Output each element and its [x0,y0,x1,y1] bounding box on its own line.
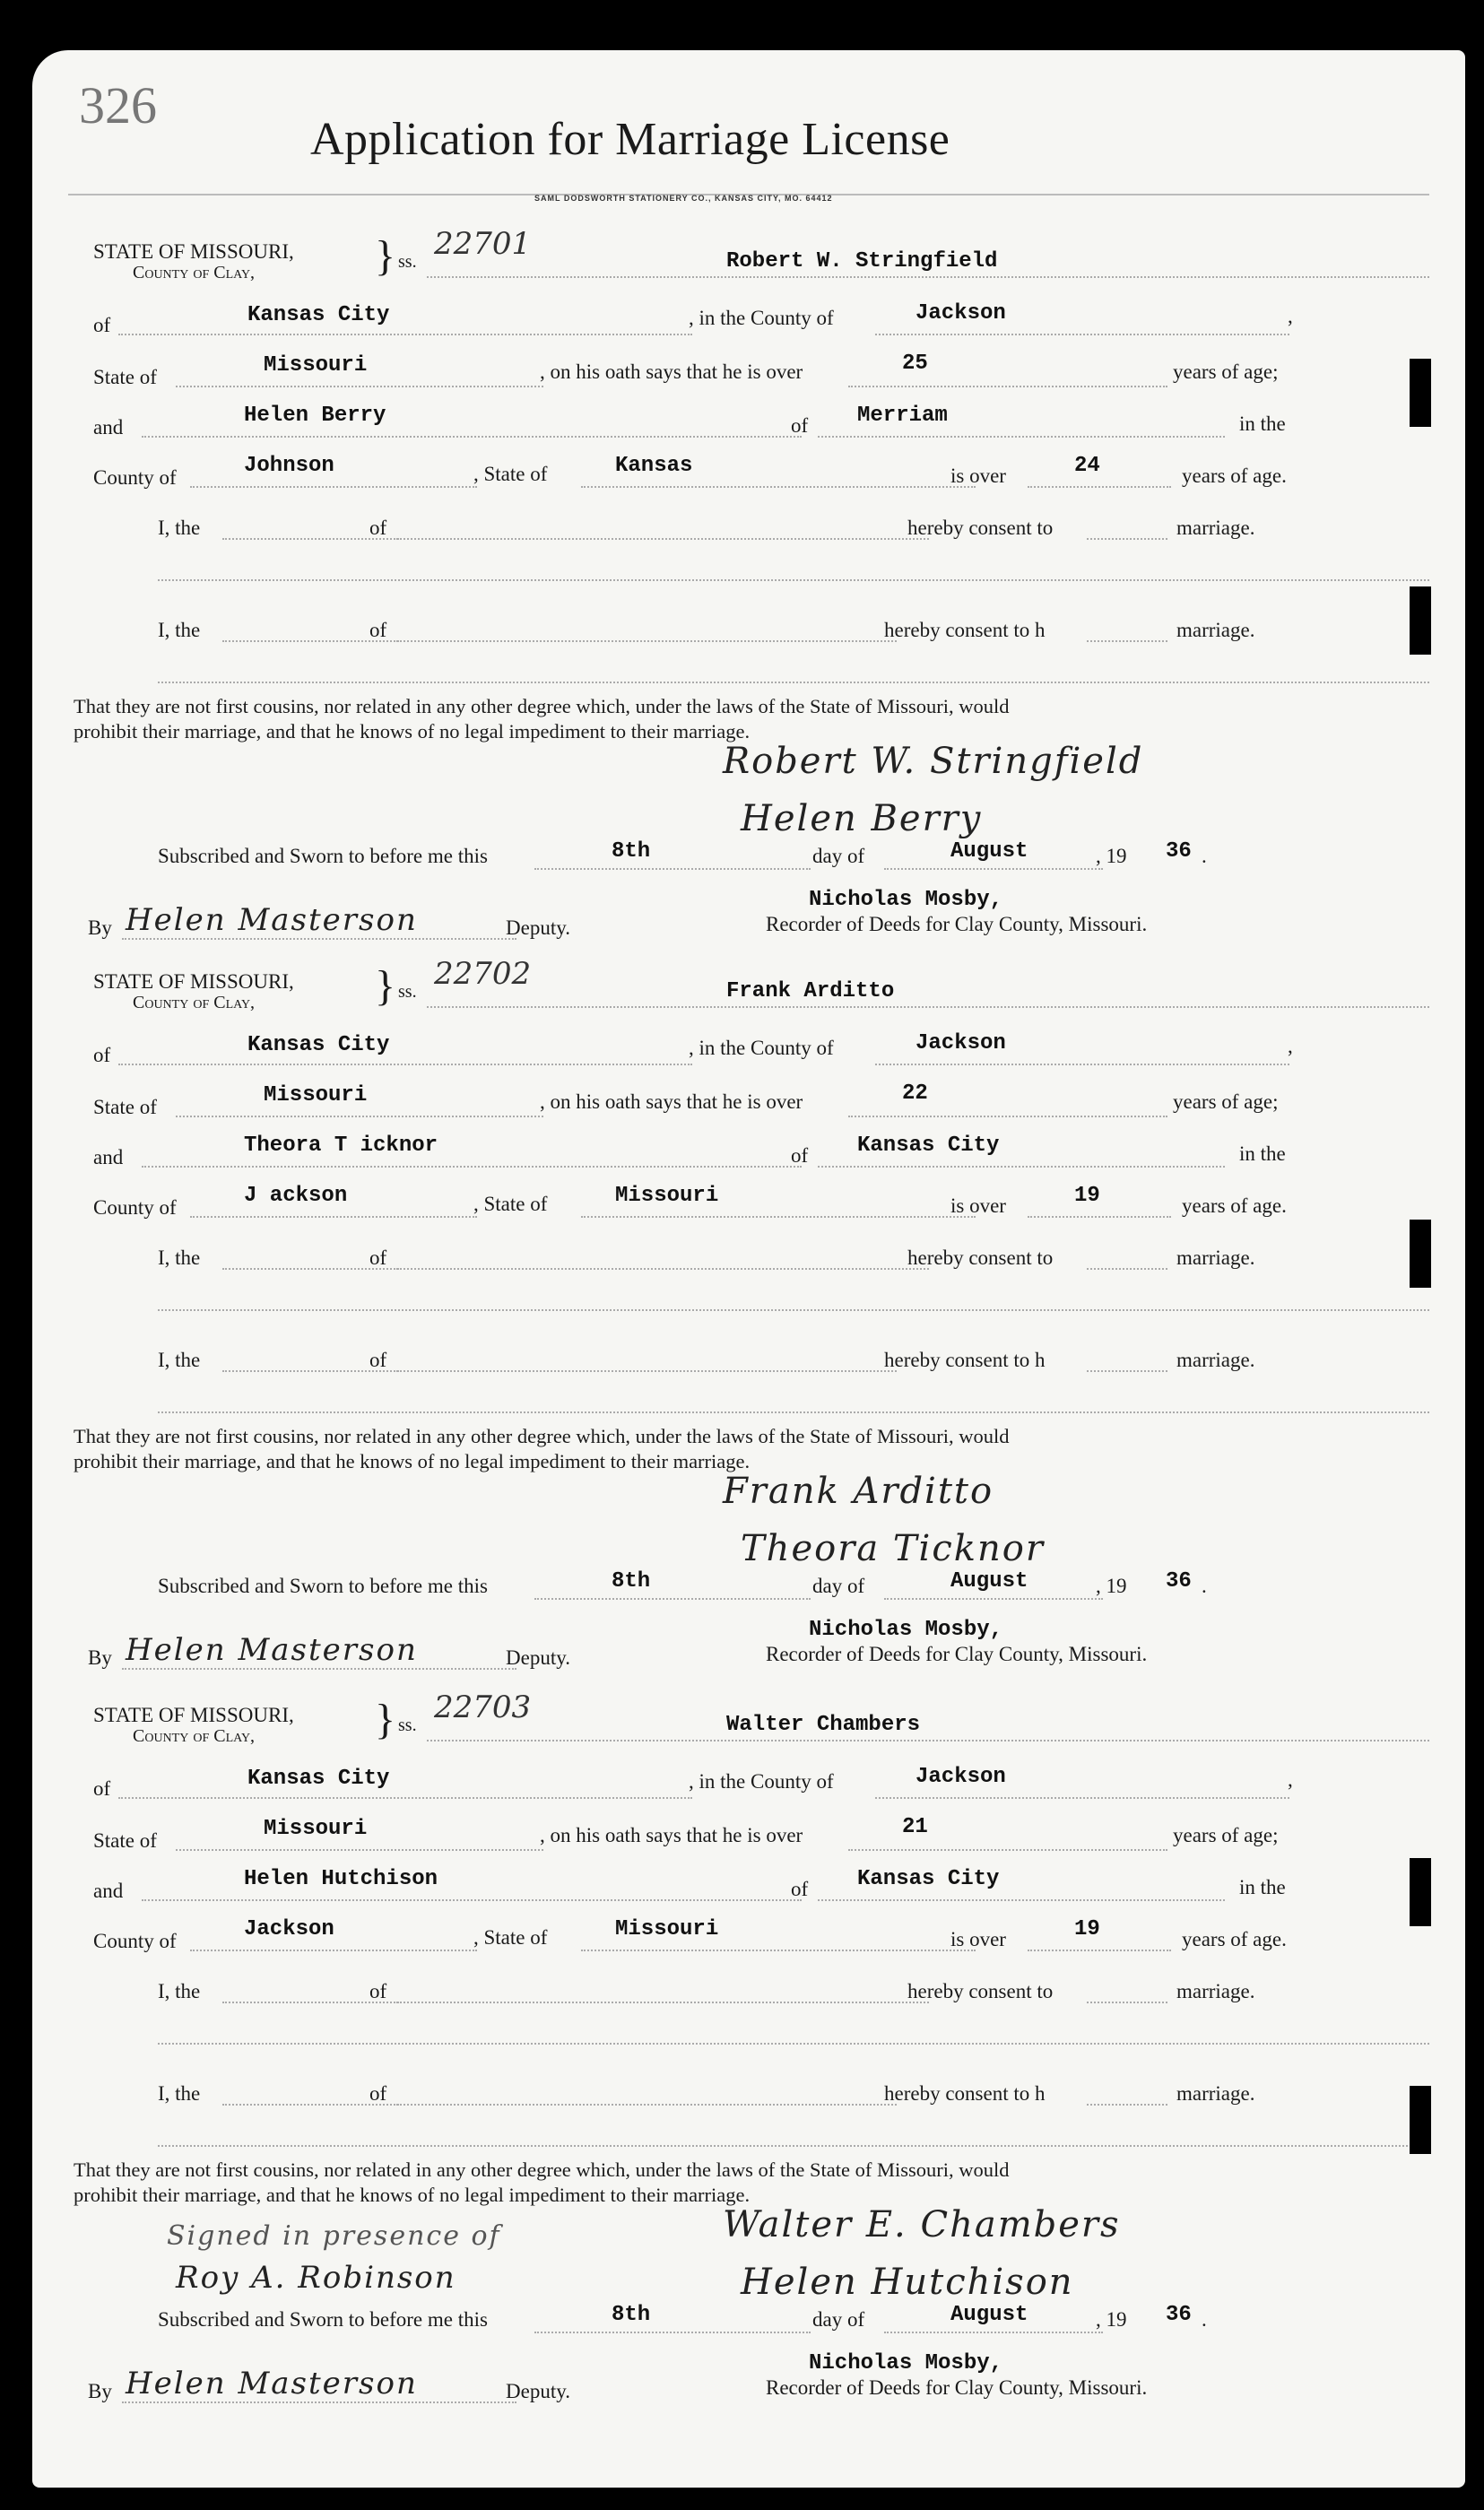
dotted-line [1087,2002,1167,2003]
year-prefix: , 19 [1096,845,1127,867]
is-over-label: is over [950,465,1006,487]
dotted-line [176,1849,543,1851]
consent-of: of [369,1246,387,1269]
dotted-line [581,486,976,488]
in-the-label: in the [1239,413,1286,435]
edge-tab-marker [1410,359,1431,427]
dotted-line [848,1116,1167,1117]
state-of-label: , State of [473,1193,548,1215]
state-of-label: State of [93,1096,157,1118]
dotted-line [534,1598,811,1600]
cousins-statement-line1: That they are not first cousins, nor related in any other degree which, under the laws of the State of Missouri, would [74,695,1010,717]
bride-name: Helen Berry [244,404,386,428]
dotted-line [122,938,516,940]
dotted-line [122,2401,516,2403]
dotted-line [190,486,477,488]
of-label: of [93,1044,111,1066]
bride-county: Johnson [244,454,334,478]
bride-city: Merriam [857,404,948,428]
ss-label: ss. [398,1715,417,1735]
sworn-year: 36 [1166,2303,1192,2327]
dotted-line [1028,486,1171,488]
dotted-line [158,1411,1429,1413]
oath-label: , on his oath says that he is over [540,1824,803,1846]
edge-tab-marker [1410,1220,1431,1288]
groom-county: Jackson [916,1765,1006,1789]
years-of-age-label: years of age. [1182,1928,1287,1950]
dotted-line [1087,1268,1167,1270]
printer-line: SAML DODSWORTH STATIONERY CO., KANSAS CITY, MO. 64412 [534,194,833,203]
oath-label: , on his oath says that he is over [540,360,803,383]
dotted-line [396,640,897,642]
dotted-line [818,436,1225,438]
groom-age: 21 [902,1815,928,1839]
groom-state: Missouri [264,1083,368,1107]
recorder-title: Recorder of Deeds for Clay County, Missouri. [766,2376,1148,2399]
state-heading: STATE OF MISSOURI, [93,1704,294,1726]
state-heading: STATE OF MISSOURI, [93,970,294,993]
cousins-statement-line2: prohibit their marriage, and that he knows of no legal impediment to their marriage. [74,1450,751,1472]
day-of-label: day of [812,1575,865,1597]
dotted-line [176,1116,543,1117]
groom-signature: Frank Arditto [723,1471,994,1512]
groom-name: Frank Arditto [726,979,895,1003]
consent-of: of [369,619,387,641]
dotted-line [396,538,929,540]
bride-age: 24 [1074,454,1100,478]
edge-tab-marker [1410,586,1431,655]
oath-label: , on his oath says that he is over [540,1090,803,1113]
groom-city: Kansas City [247,1767,390,1791]
dotted-line [122,1668,516,1670]
recorder-title: Recorder of Deeds for Clay County, Missouri. [766,1643,1148,1665]
consent-marriage: marriage. [1176,517,1255,539]
period: . [1202,2308,1207,2331]
day-of-label: day of [812,2308,865,2331]
groom-state: Missouri [264,353,368,378]
deputy-label: Deputy. [506,916,570,939]
recorder-name: Nicholas Mosby, [809,888,1003,912]
deputy-label: Deputy. [506,1646,570,1669]
dotted-line [1087,1370,1167,1372]
sworn-month: August [950,2303,1028,2327]
bride-age: 19 [1074,1184,1100,1208]
dotted-line [396,1370,897,1372]
in-the-label: in the [1239,1142,1286,1165]
consent-of: of [369,1349,387,1371]
dotted-line [884,868,1103,870]
consent-of: of [369,1980,387,2002]
bride-county: Jackson [244,1917,334,1941]
county-heading: County of Clay, [133,1726,256,1746]
dotted-line [875,1797,1289,1799]
ss-label: ss. [398,252,417,272]
years-of-age-label: years of age; [1173,1090,1279,1113]
consent-marriage: marriage. [1176,619,1255,641]
dotted-line [190,1950,477,1951]
comma: , [1288,1035,1293,1057]
county-heading: County of Clay, [133,263,256,282]
consent-marriage: marriage. [1176,2082,1255,2105]
brace: } [375,232,396,280]
groom-age: 25 [902,352,928,376]
dotted-line [396,2104,897,2106]
ss-label: ss. [398,982,417,1002]
sworn-day: 8th [612,2303,651,2327]
comma: , [1288,1768,1293,1791]
groom-signature: Walter E. Chambers [723,2204,1121,2245]
comma: , [1288,305,1293,327]
is-over-label: is over [950,1928,1006,1950]
groom-state: Missouri [264,1817,368,1841]
dotted-line [534,2332,811,2333]
consent-i-the: I, the [158,1246,201,1269]
recorder-name: Nicholas Mosby, [809,1618,1003,1642]
bride-signature: Helen Berry [741,798,983,839]
dotted-line [427,1006,1429,1008]
bride-signature: Theora Ticknor [741,1528,1045,1569]
dotted-line [848,1849,1167,1851]
consent-hereby: hereby consent to h [884,1349,1046,1371]
in-the-label: in the [1239,1876,1286,1898]
page-number: 326 [79,76,157,135]
dotted-line [118,1797,692,1799]
cousins-statement-line2: prohibit their marriage, and that he knows of no legal impediment to their marriage. [74,2184,751,2206]
dotted-line [1087,640,1167,642]
day-of-label: day of [812,845,865,867]
in-county-label: , in the County of [689,307,834,329]
sworn-day: 8th [612,1569,651,1594]
cousins-statement-line1: That they are not first cousins, nor related in any other degree which, under the laws of the State of Missouri, would [74,1425,1010,1447]
groom-name: Walter Chambers [726,1713,921,1737]
dotted-line [534,868,811,870]
consent-marriage: marriage. [1176,1980,1255,2002]
groom-signature: Robert W. Stringfield [723,741,1144,782]
years-of-age-label: years of age; [1173,360,1279,383]
dotted-line [158,1309,1429,1311]
subscribed-label: Subscribed and Sworn to before me this [158,2308,488,2331]
of-label: of [791,414,809,437]
groom-age: 22 [902,1081,928,1106]
sworn-month: August [950,1569,1028,1594]
bride-city: Kansas City [857,1133,1000,1158]
dotted-line [818,1899,1225,1901]
bride-state: Kansas [615,454,693,478]
consent-i-the: I, the [158,1349,201,1371]
period: . [1202,845,1207,867]
county-of-label: County of [93,1930,177,1952]
groom-county: Jackson [916,1031,1006,1055]
consent-hereby: hereby consent to h [884,2082,1046,2105]
of-label: of [93,1777,111,1800]
year-prefix: , 19 [1096,2308,1127,2331]
dotted-line [427,276,1429,278]
dotted-line [875,334,1289,335]
of-label: of [791,1878,809,1900]
dotted-line [848,386,1167,387]
by-label: By [88,1646,112,1669]
edge-tab-marker [1410,1858,1431,1926]
by-label: By [88,916,112,939]
consent-i-the: I, the [158,619,201,641]
in-county-label: , in the County of [689,1770,834,1793]
dotted-line [581,1216,976,1218]
consent-i-the: I, the [158,1980,201,2002]
by-label: By [88,2380,112,2402]
document-page [32,50,1465,2488]
consent-of: of [369,2082,387,2105]
consent-i-the: I, the [158,2082,201,2105]
subscribed-label: Subscribed and Sworn to before me this [158,845,488,867]
record-number: 22701 [434,226,532,262]
consent-hereby: hereby consent to [907,517,1054,539]
consent-marriage: marriage. [1176,1246,1255,1269]
record-number: 22702 [434,956,532,992]
bride-age: 19 [1074,1917,1100,1941]
groom-city: Kansas City [247,1033,390,1057]
dotted-line [818,1166,1225,1168]
consent-of: of [369,517,387,539]
bride-signature: Helen Hutchison [741,2262,1074,2303]
dotted-line [1087,538,1167,540]
year-prefix: , 19 [1096,1575,1127,1597]
groom-city: Kansas City [247,303,390,327]
dotted-line [142,436,802,438]
dotted-line [176,386,543,387]
state-of-label: State of [93,1829,157,1852]
dotted-line [158,682,1429,683]
dotted-line [396,1268,929,1270]
bride-state: Missouri [615,1184,719,1208]
dotted-line [884,1598,1103,1600]
county-of-label: County of [93,466,177,489]
bride-name: Theora T icknor [244,1133,438,1158]
bride-city: Kansas City [857,1867,1000,1891]
dotted-line [884,2332,1103,2333]
dotted-line [142,1166,802,1168]
dotted-line [158,2145,1429,2147]
dotted-line [158,2043,1429,2045]
sworn-year: 36 [1166,839,1192,864]
brace: } [375,1696,396,1743]
cousins-statement-line2: prohibit their marriage, and that he knows of no legal impediment to their marriage. [74,720,751,743]
record-number: 22703 [434,1689,532,1725]
dotted-line [1028,1950,1171,1951]
groom-name: Robert W. Stringfield [726,249,998,274]
deputy-label: Deputy. [506,2380,570,2402]
brace: } [375,962,396,1010]
dotted-line [396,2002,929,2003]
dotted-line [118,1064,692,1065]
dotted-line [581,1950,976,1951]
state-heading: STATE OF MISSOURI, [93,240,294,263]
bride-state: Missouri [615,1917,719,1941]
dotted-line [118,334,692,335]
page-title: Application for Marriage License [310,114,950,165]
dotted-line [158,579,1429,581]
deputy-signature: Helen Masterson [126,2366,418,2401]
dotted-line [1087,2104,1167,2106]
dotted-line [427,1740,1429,1741]
dotted-line [190,1216,477,1218]
subscribed-label: Subscribed and Sworn to before me this [158,1575,488,1597]
dotted-line [1028,1216,1171,1218]
state-of-label: , State of [473,1926,548,1949]
and-label: and [93,1146,124,1168]
bride-name: Helen Hutchison [244,1867,438,1891]
county-of-label: County of [93,1196,177,1219]
consent-hereby: hereby consent to h [884,619,1046,641]
edge-tab-marker [1410,2086,1431,2154]
period: . [1202,1575,1207,1597]
state-of-label: State of [93,366,157,388]
consent-marriage: marriage. [1176,1349,1255,1371]
sworn-day: 8th [612,839,651,864]
and-label: and [93,416,124,439]
years-of-age-label: years of age. [1182,1194,1287,1217]
years-of-age-label: years of age. [1182,465,1287,487]
in-county-label: , in the County of [689,1037,834,1059]
witness-signature-faint: Signed in presence of [167,2220,501,2252]
of-label: of [93,314,111,336]
witness-signature: Roy A. Robinson [176,2260,456,2296]
consent-hereby: hereby consent to [907,1980,1054,2002]
county-heading: County of Clay, [133,993,256,1012]
of-label: of [791,1144,809,1167]
sworn-month: August [950,839,1028,864]
is-over-label: is over [950,1194,1006,1217]
bride-county: J ackson [244,1184,348,1208]
consent-hereby: hereby consent to [907,1246,1054,1269]
and-label: and [93,1880,124,1902]
dotted-line [875,1064,1289,1065]
state-of-label: , State of [473,463,548,485]
deputy-signature: Helen Masterson [126,902,418,938]
consent-i-the: I, the [158,517,201,539]
recorder-name: Nicholas Mosby, [809,2351,1003,2375]
cousins-statement-line1: That they are not first cousins, nor related in any other degree which, under the laws of the State of Missouri, would [74,2158,1010,2181]
sworn-year: 36 [1166,1569,1192,1594]
recorder-title: Recorder of Deeds for Clay County, Missouri. [766,913,1148,935]
dotted-line [142,1899,802,1901]
years-of-age-label: years of age; [1173,1824,1279,1846]
deputy-signature: Helen Masterson [126,1632,418,1668]
groom-county: Jackson [916,301,1006,326]
